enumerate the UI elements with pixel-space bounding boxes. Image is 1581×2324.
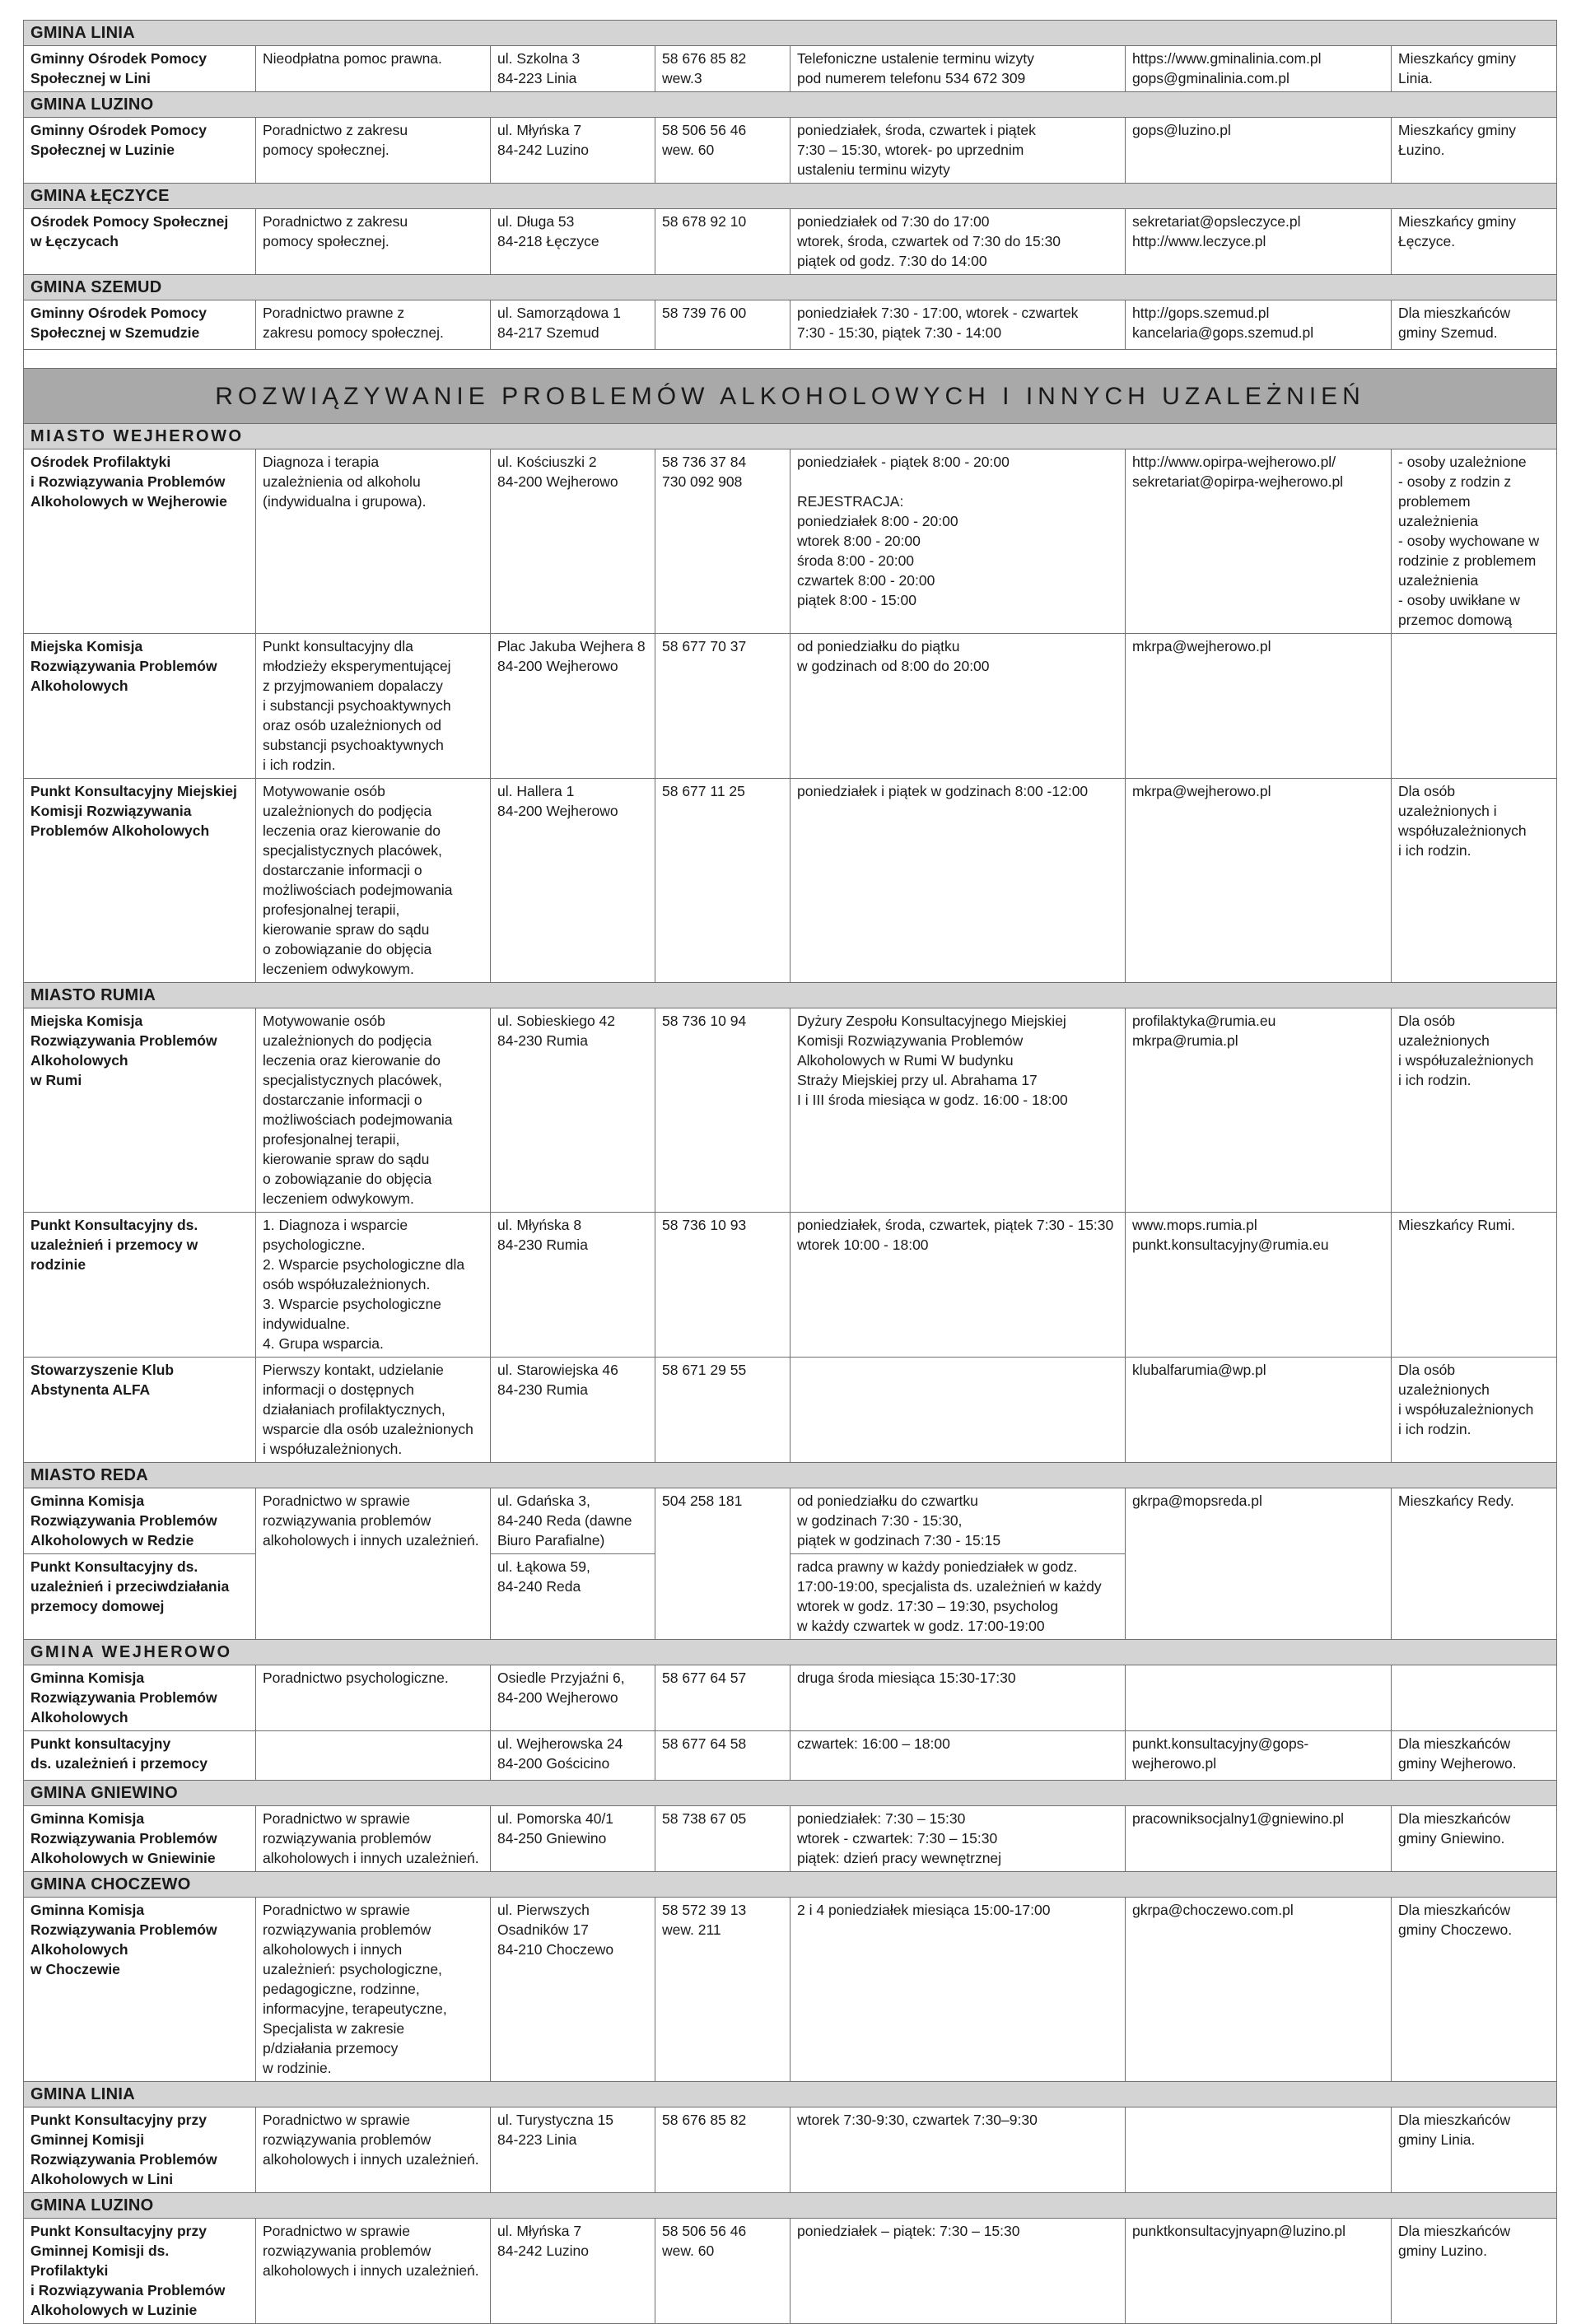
service-description: Poradnictwo w sprawie rozwiązywania problemów alkoholowych i innych uzależnień.: [256, 2219, 491, 2324]
contact-info: klubalfarumia@wp.pl: [1126, 1358, 1392, 1463]
spacer-row: [24, 350, 1557, 369]
table-row: [24, 1665, 1557, 1731]
target-group: Dla mieszkańców gminy Luzino.: [1392, 2219, 1557, 2324]
phone: 58 736 37 84 730 092 908: [655, 449, 790, 634]
section-label: MIASTO REDA: [24, 1463, 1557, 1488]
contact-info: punktkonsultacyjnyapn@luzino.pl: [1126, 2219, 1392, 2324]
section-label: GMINA LINIA: [24, 21, 1557, 46]
opening-hours: 2 i 4 poniedziałek miesiąca 15:00-17:00: [790, 1898, 1126, 2082]
target-group: Dla mieszkańców gminy Linia.: [1392, 2107, 1557, 2193]
section-label: GMINA WEJHEROWO: [24, 1640, 1557, 1665]
opening-hours: poniedziałek 7:30 - 17:00, wtorek - czwartek 7:30 - 15:30, piątek 7:30 - 14:00: [790, 300, 1126, 350]
section-header: [24, 275, 1557, 300]
institution-name: Ośrodek Profilaktyki i Rozwiązywania Problemów Alkoholowych w Wejherowie: [24, 449, 256, 634]
target-group: Dla osób uzależnionych i współuzależnionych i ich rodzin.: [1392, 1358, 1557, 1463]
opening-hours: poniedziałek i piątek w godzinach 8:00 -12:00: [790, 779, 1126, 983]
address: ul. Starowiejska 46 84-230 Rumia: [491, 1358, 655, 1463]
institution-name: Gminna Komisja Rozwiązywania Problemów Alkoholowych: [24, 1665, 256, 1731]
table-row: [24, 2219, 1557, 2324]
address: ul. Młyńska 8 84-230 Rumia: [491, 1213, 655, 1358]
address: ul. Pomorska 40/1 84-250 Gniewino: [491, 1806, 655, 1872]
service-description: Poradnictwo w sprawie rozwiązywania problemów alkoholowych i innych uzależnień.: [256, 2107, 491, 2193]
target-group: Dla mieszkańców gminy Choczewo.: [1392, 1898, 1557, 2082]
opening-hours: poniedziałek – piątek: 7:30 – 15:30: [790, 2219, 1126, 2324]
service-description: 1. Diagnoza i wsparcie psychologiczne. 2. Wsparcie psychologiczne dla osób współuzależnionych. 3. Wsparcie psychologiczne indywidualne. 4. Grupa wsparcia.: [256, 1213, 491, 1358]
address: ul. Łąkowa 59, 84-240 Reda: [491, 1554, 655, 1640]
service-description: [256, 1731, 491, 1781]
table-row: [24, 1213, 1557, 1358]
contact-info: mkrpa@wejherowo.pl: [1126, 634, 1392, 779]
target-group: Mieszkańcy Rumi.: [1392, 1213, 1557, 1358]
table-row: [24, 1358, 1557, 1463]
institution-name: Stowarzyszenie Klub Abstynenta ALFA: [24, 1358, 256, 1463]
institution-name: Gminny Ośrodek Pomocy Społecznej w Lini: [24, 46, 256, 92]
institution-name: Miejska Komisja Rozwiązywania Problemów Alkoholowych: [24, 634, 256, 779]
institution-name: Punkt Konsultacyjny Miejskiej Komisji Rozwiązywania Problemów Alkoholowych: [24, 779, 256, 983]
address: ul. Samorządowa 1 84-217 Szemud: [491, 300, 655, 350]
table-row: [24, 1488, 1557, 1554]
opening-hours: Dyżury Zespołu Konsultacyjnego Miejskiej Komisji Rozwiązywania Problemów Alkoholowych w Rumi W budynku Straży Miejskiej przy ul. Abrahama 17 I i III środa miesiąca w godz. 16:00 - 18:00: [790, 1008, 1126, 1213]
target-group: Mieszkańcy gminy Łęczyce.: [1392, 209, 1557, 275]
address: ul. Gdańska 3, 84-240 Reda (dawne Biuro Parafialne): [491, 1488, 655, 1554]
contact-info: pracowniksocjalny1@gniewino.pl: [1126, 1806, 1392, 1872]
table-row: [24, 1008, 1557, 1213]
opening-hours: [790, 1358, 1126, 1463]
section-header: [24, 424, 1557, 449]
contact-info: https://www.gminalinia.com.pl gops@gminalinia.com.pl: [1126, 46, 1392, 92]
phone: 58 572 39 13 wew. 211: [655, 1898, 790, 2082]
section-label: GMINA CHOCZEWO: [24, 1872, 1557, 1898]
service-description: Poradnictwo w sprawie rozwiązywania problemów alkoholowych i innych uzależnień.: [256, 1488, 491, 1640]
spacer-cell: [24, 350, 1557, 369]
target-group: - osoby uzależnione - osoby z rodzin z problemem uzależnienia - osoby wychowane w rodzinie z problemem uzależnienia - osoby uwikłane w przemoc domową: [1392, 449, 1557, 634]
opening-hours: poniedziałek, środa, czwartek i piątek 7:30 – 15:30, wtorek- po uprzednim ustaleniu terminu wizyty: [790, 118, 1126, 184]
target-group: Dla mieszkańców gminy Szemud.: [1392, 300, 1557, 350]
target-group: Dla osób uzależnionych i współuzależnionych i ich rodzin.: [1392, 779, 1557, 983]
target-group: [1392, 1665, 1557, 1731]
contact-info: gkrpa@mopsreda.pl: [1126, 1488, 1392, 1640]
section-header: [24, 2193, 1557, 2219]
address: ul. Sobieskiego 42 84-230 Rumia: [491, 1008, 655, 1213]
contact-info: sekretariat@opsleczyce.pl http://www.leczyce.pl: [1126, 209, 1392, 275]
phone: 58 677 64 57: [655, 1665, 790, 1731]
phone: 58 739 76 00: [655, 300, 790, 350]
target-group: Dla mieszkańców gminy Wejherowo.: [1392, 1731, 1557, 1781]
institution-name: Punkt Konsultacyjny ds. uzależnień i przemocy w rodzinie: [24, 1213, 256, 1358]
service-description: Motywowanie osób uzależnionych do podjęcia leczenia oraz kierowanie do specjalistycznych placówek, dostarczanie informacji o możliwościach podejmowania profesjonalnej terapii, kierowanie spraw do sądu o zobowiązanie do objęcia leczeniem odwykowym.: [256, 779, 491, 983]
table-row: [24, 300, 1557, 350]
opening-hours: Telefoniczne ustalenie terminu wizyty pod numerem telefonu 534 672 309: [790, 46, 1126, 92]
opening-hours: czwartek: 16:00 – 18:00: [790, 1731, 1126, 1781]
table-row: [24, 449, 1557, 634]
institution-name: Gminny Ośrodek Pomocy Społecznej w Luzinie: [24, 118, 256, 184]
institution-name: Punkt Konsultacyjny przy Gminnej Komisji Rozwiązywania Problemów Alkoholowych w Lini: [24, 2107, 256, 2193]
address: Plac Jakuba Wejhera 8 84-200 Wejherowo: [491, 634, 655, 779]
target-group: Mieszkańcy Redy.: [1392, 1488, 1557, 1640]
section-label: GMINA GNIEWINO: [24, 1781, 1557, 1806]
service-description: Poradnictwo w sprawie rozwiązywania problemów alkoholowych i innych uzależnień: psychologiczne, pedagogiczne, rodzinne, informacyjne, terapeutyczne, Specjalista w zakresie p/działania przemocy w rodzinie.: [256, 1898, 491, 2082]
institution-name: Punkt konsultacyjny ds. uzależnień i przemocy: [24, 1731, 256, 1781]
address: ul. Hallera 1 84-200 Wejherowo: [491, 779, 655, 983]
contact-info: gkrpa@choczewo.com.pl: [1126, 1898, 1392, 2082]
table-row: [24, 2107, 1557, 2193]
section-label: GMINA LUZINO: [24, 2193, 1557, 2219]
opening-hours: wtorek 7:30-9:30, czwartek 7:30–9:30: [790, 2107, 1126, 2193]
section-header: [24, 92, 1557, 118]
institution-name: Miejska Komisja Rozwiązywania Problemów Alkoholowych w Rumi: [24, 1008, 256, 1213]
service-description: Pierwszy kontakt, udzielanie informacji o dostępnych działaniach profilaktycznych, wsparcie dla osób uzależnionych i współuzależnionych.: [256, 1358, 491, 1463]
table-row: [24, 1806, 1557, 1872]
opening-hours: od poniedziałku do czwartku w godzinach 7:30 - 15:30, piątek w godzinach 7:30 - 15:15: [790, 1488, 1126, 1554]
section-header: [24, 1640, 1557, 1665]
address: ul. Szkolna 3 84-223 Linia: [491, 46, 655, 92]
service-description: Poradnictwo w sprawie rozwiązywania problemów alkoholowych i innych uzależnień.: [256, 1806, 491, 1872]
opening-hours: poniedziałek od 7:30 do 17:00 wtorek, środa, czwartek od 7:30 do 15:30 piątek od godz. 7:30 do 14:00: [790, 209, 1126, 275]
service-description: Punkt konsultacyjny dla młodzieży eksperymentującej z przyjmowaniem dopalaczy i substancji psychoaktywnych oraz osób uzależnionych od substancji psychoaktywnych i ich rodzin.: [256, 634, 491, 779]
phone: 58 676 85 82 wew.3: [655, 46, 790, 92]
section-header: [24, 1781, 1557, 1806]
service-description: Poradnictwo z zakresu pomocy społecznej.: [256, 209, 491, 275]
section-header: [24, 1872, 1557, 1898]
address: ul. Pierwszych Osadników 17 84-210 Choczewo: [491, 1898, 655, 2082]
target-group: Dla mieszkańców gminy Gniewino.: [1392, 1806, 1557, 1872]
service-description: Poradnictwo z zakresu pomocy społecznej.: [256, 118, 491, 184]
section-label: GMINA SZEMUD: [24, 275, 1557, 300]
contact-info: www.mops.rumia.pl punkt.konsultacyjny@rumia.eu: [1126, 1213, 1392, 1358]
service-description: Motywowanie osób uzależnionych do podjęcia leczenia oraz kierowanie do specjalistycznych placówek, dostarczanie informacji o możliwościach podejmowania profesjonalnej terapii, kierowanie spraw do sądu o zobowiązanie do objęcia leczeniem odwykowym.: [256, 1008, 491, 1213]
table-row: [24, 634, 1557, 779]
contact-info: http://gops.szemud.pl kancelaria@gops.szemud.pl: [1126, 300, 1392, 350]
contact-info: http://www.opirpa-wejherowo.pl/ sekretariat@opirpa-wejherowo.pl: [1126, 449, 1392, 634]
address: ul. Wejherowska 24 84-200 Gościcino: [491, 1731, 655, 1781]
table-row: [24, 1898, 1557, 2082]
opening-hours: poniedziałek, środa, czwartek, piątek 7:30 - 15:30 wtorek 10:00 - 18:00: [790, 1213, 1126, 1358]
contact-info: [1126, 2107, 1392, 2193]
section-header: [24, 2082, 1557, 2107]
opening-hours: poniedziałek: 7:30 – 15:30 wtorek - czwartek: 7:30 – 15:30 piątek: dzień pracy wewnętrznej: [790, 1806, 1126, 1872]
opening-hours: radca prawny w każdy poniedziałek w godz. 17:00-19:00, specjalista ds. uzależnień w każdy wtorek w godz. 17:30 – 19:30, psycholog w każdy czwartek w godz. 17:00-19:00: [790, 1554, 1126, 1640]
section-label: GMINA LUZINO: [24, 92, 1557, 118]
institution-name: Gminny Ośrodek Pomocy Społecznej w Szemudzie: [24, 300, 256, 350]
phone: 58 676 85 82: [655, 2107, 790, 2193]
phone: 58 738 67 05: [655, 1806, 790, 1872]
section-header: [24, 21, 1557, 46]
phone: 58 671 29 55: [655, 1358, 790, 1463]
phone: 58 736 10 93: [655, 1213, 790, 1358]
service-description: Nieodpłatna pomoc prawna.: [256, 46, 491, 92]
address: Osiedle Przyjaźni 6, 84-200 Wejherowo: [491, 1665, 655, 1731]
table-row: [24, 779, 1557, 983]
service-description: Diagnoza i terapia uzależnienia od alkoholu (indywidualna i grupowa).: [256, 449, 491, 634]
phone: 58 677 11 25: [655, 779, 790, 983]
phone: 58 506 56 46 wew. 60: [655, 118, 790, 184]
table-row: [24, 1731, 1557, 1781]
table-row: [24, 46, 1557, 92]
section-label: MIASTO RUMIA: [24, 983, 1557, 1008]
institution-name: Punkt Konsultacyjny przy Gminnej Komisji ds. Profilaktyki i Rozwiązywania Problemów Alkoholowych w Luzinie: [24, 2219, 256, 2324]
institution-name: Gminna Komisja Rozwiązywania Problemów Alkoholowych w Choczewie: [24, 1898, 256, 2082]
address: ul. Turystyczna 15 84-223 Linia: [491, 2107, 655, 2193]
target-group: Mieszkańcy gminy Łuzino.: [1392, 118, 1557, 184]
contact-info: [1126, 1665, 1392, 1731]
target-group: [1392, 634, 1557, 779]
table-row: [24, 209, 1557, 275]
banner-row: [24, 369, 1557, 424]
section-label: GMINA ŁĘCZYCE: [24, 184, 1557, 209]
phone: 58 678 92 10: [655, 209, 790, 275]
opening-hours: druga środa miesiąca 15:30-17:30: [790, 1665, 1126, 1731]
institution-name: Gminna Komisja Rozwiązywania Problemów Alkoholowych w Redzie: [24, 1488, 256, 1554]
institution-name: Ośrodek Pomocy Społecznej w Łęczycach: [24, 209, 256, 275]
services-table: [23, 20, 1557, 2324]
section-label: MIASTO WEJHEROWO: [24, 424, 1557, 449]
section-header: [24, 1463, 1557, 1488]
phone: 58 677 70 37: [655, 634, 790, 779]
section-header: [24, 983, 1557, 1008]
contact-info: profilaktyka@rumia.eu mkrpa@rumia.pl: [1126, 1008, 1392, 1213]
address: ul. Kościuszki 2 84-200 Wejherowo: [491, 449, 655, 634]
contact-info: mkrpa@wejherowo.pl: [1126, 779, 1392, 983]
phone: 58 677 64 58: [655, 1731, 790, 1781]
opening-hours: od poniedziałku do piątku w godzinach od 8:00 do 20:00: [790, 634, 1126, 779]
section-label: GMINA LINIA: [24, 2082, 1557, 2107]
service-description: Poradnictwo psychologiczne.: [256, 1665, 491, 1731]
institution-name: Gminna Komisja Rozwiązywania Problemów Alkoholowych w Gniewinie: [24, 1806, 256, 1872]
address: ul. Młyńska 7 84-242 Luzino: [491, 118, 655, 184]
target-group: Mieszkańcy gminy Linia.: [1392, 46, 1557, 92]
institution-name: Punkt Konsultacyjny ds. uzależnień i przeciwdziałania przemocy domowej: [24, 1554, 256, 1640]
document-page: [23, 20, 1556, 2324]
phone: 58 736 10 94: [655, 1008, 790, 1213]
address: ul. Młyńska 7 84-242 Luzino: [491, 2219, 655, 2324]
target-group: Dla osób uzależnionych i współuzależnionych i ich rodzin.: [1392, 1008, 1557, 1213]
contact-info: punkt.konsultacyjny@gops- wejherowo.pl: [1126, 1731, 1392, 1781]
opening-hours: poniedziałek - piątek 8:00 - 20:00 REJESTRACJA: poniedziałek 8:00 - 20:00 wtorek 8:00 - 20:00 środa 8:00 - 20:00 czwartek 8:00 - 20:00 piątek 8:00 - 15:00: [790, 449, 1126, 634]
banner-title: ROZWIĄZYWANIE PROBLEMÓW ALKOHOLOWYCH I INNYCH UZALEŻNIEŃ: [24, 369, 1557, 424]
section-header: [24, 184, 1557, 209]
contact-info: gops@luzino.pl: [1126, 118, 1392, 184]
address: ul. Długa 53 84-218 Łęczyce: [491, 209, 655, 275]
service-description: Poradnictwo prawne z zakresu pomocy społecznej.: [256, 300, 491, 350]
phone: 504 258 181: [655, 1488, 790, 1640]
phone: 58 506 56 46 wew. 60: [655, 2219, 790, 2324]
table-row: [24, 118, 1557, 184]
